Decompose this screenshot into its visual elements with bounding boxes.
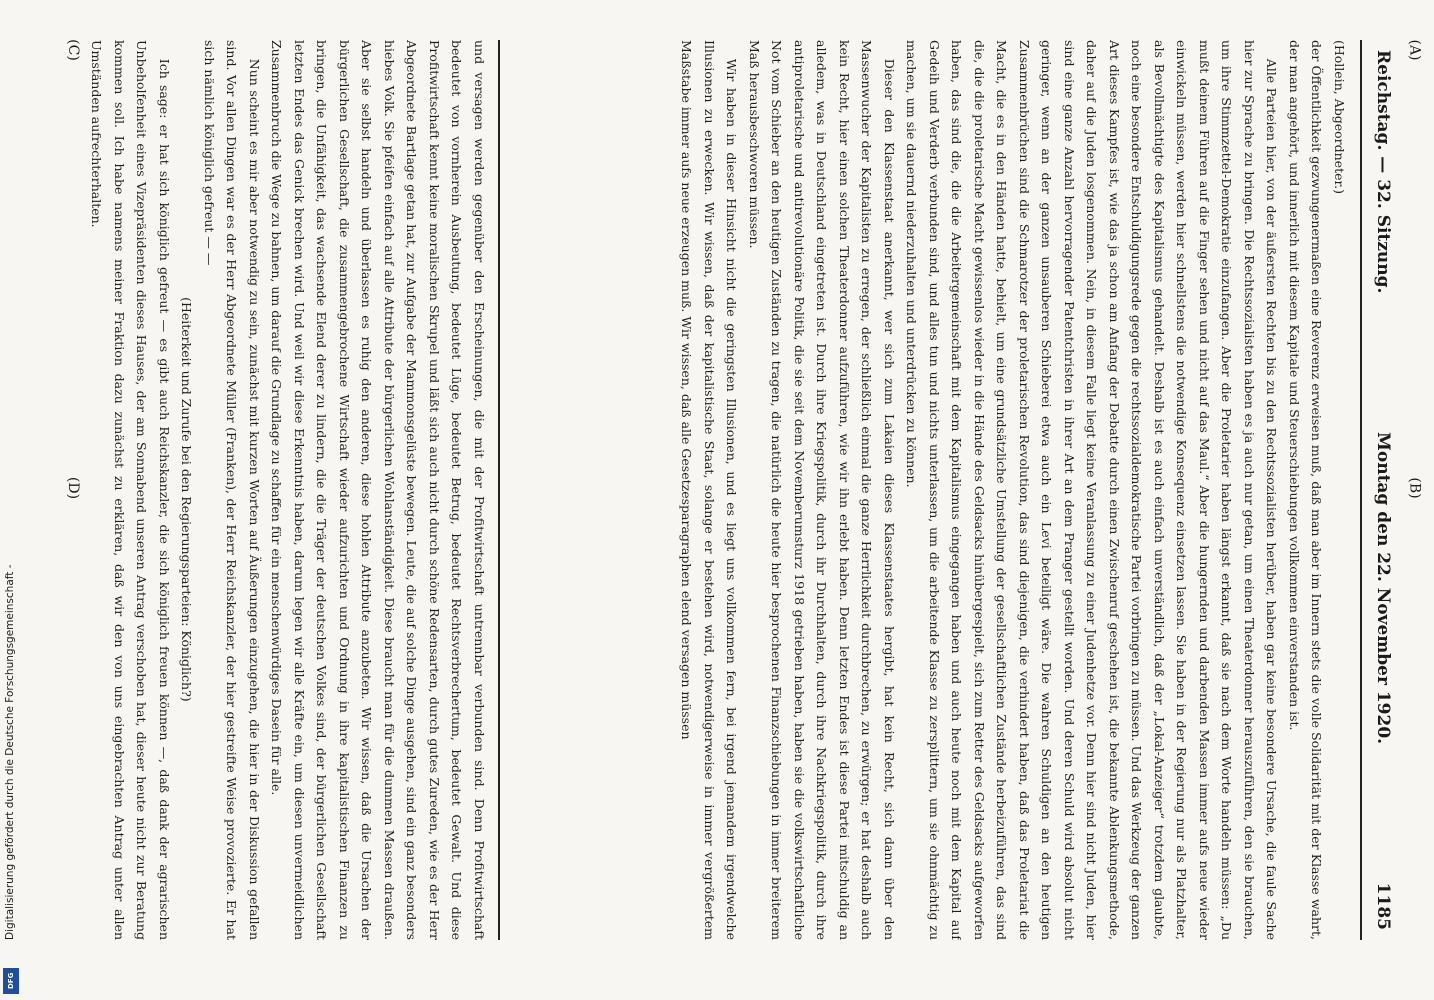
paragraph: Nun scheint es mir aber notwendig zu sein, zunächst mit kurzen Worten auf Äußerungen einzugehen, die hier in der Diskussion gefallen sind. Vor allen Dingen war es der Herr Abgeordnete Müller (Franken), der Herr Reichskanzler, der hier gestreifte Weise provozierte. Er hat sich nämlich königlich gefreut — — [202,40,262,940]
text-column-left [500,40,1360,940]
paragraph: der Öffentlichkeit gezwungenermaßen eine Reverenz erweisen muß, daß man aber im Innern stets die volle Solidarität mit der Klasse wahrt, der man angehört, und innerlich mit diesem Kapitale und Steuerschiebungen vollkommen einverstanden ist. [1287,40,1325,940]
speaker-label: (Hollein, Abgeordneter.) [1332,40,1347,194]
margin-mark-a: (A) [1406,39,1423,61]
paragraph: Wir haben in dieser Hinsicht nicht die geringsten Illusionen, und es liegt uns vollkommen fern, bei irgend jemandem irgendwelche Illusionen zu erwecken. Wir wissen, daß der kapitalistische Staat, solange er bestehen wird, notwendigerweise in immer vergrößertem Maßstabe immer aufs neue erzeugen muß. Wir wissen, daß alle Gesetzesparagraphen elend versagen müssen [679,40,740,940]
margin-mark-d: (D) [65,476,82,500]
dfg-logo-icon [3,968,19,994]
newspaper-page [90,40,1400,940]
margin-mark-b: (B) [1406,477,1423,499]
margin-mark-c: (C) [64,39,81,61]
header-rule [1360,40,1362,940]
text-column-right [90,40,495,940]
dfg-logo-text: DFG [7,972,15,990]
paragraph: Alle Parteien hier, von der äußersten Rechten bis zu den Rechtssozialisten herüber, haben gar keine besondere Ursache, die faule Sache hier zur Sprache zu bringen. Die Rechtssozialisten haben es ja auch nur getan, um einen Theaterdonner herauszuführen, den sie brauchen, um ihre Stimmzettel-Demokratie einzufangen. Aber die Proletarier haben längst erkannt, daß sie nach dem Worte handeln müssen: „Du mußt deinem Führen auf die Finger sehen und nicht auf das Maul.“ Aber die hungernden und darbenden Massen immer aufs neue wieder einwickeln müssen, werden hier schnellstens die notwendige Konsequenz einsetzen lassen. Sie haben in der Regierung nur als Platzhalter, als Bevollmächtigte des Kapitalismus gehandelt. Deshalb ist es auch einfach unverständlich, daß der „Lokal-Anzeiger“ trotzdem glaubte, noch eine besondere Entschuldigungsrede gegen die rechtssozialdemokratische Partei vorbringen zu müssen. Und das Werkzeug der ganzen Art dieses Kampfes ist, wie das ja schon am Anfang der Debatte durch einen Zwischenruf geschehen ist, die bekannte Ablenkungsmethode, daher auf die Juden losgenommen. Nein, in diesem Falle liegt keine Veranlassung zu einer Judenhetze vor. Denn hier sind nicht Juden, hier sind eine ganze Anzahl hervorragender Patentchristen in ihrer Art an dem Pranger gestellt worden. Und deren Schuld wird absolut nicht geringer, wenn an der ganzen unsauberen Schieberei etwa auch ein Levi beteiligt wäre. Die wahren Schuldigen an den heutigen Zusammenbrüchen sind die Schmarotzer der proletarischen Revolution, das sind diejenigen, die verhindert haben, daß das Proletariat die Macht, die es in den Händen hatte, behielt, um eine grundsätzliche Umstellung der gesellschaftlichen Zustände herbeizuführen, das sind die, die die proletarische Macht gewissenlos wieder in die Hände des Geldsacks hinübergespielt, sich zum Retter des Geldsacks aufgeworfen haben, das sind die, die die Arbeitergemeinschaft mit dem Kapitalismus eingegangen haben und auch heute noch mit dem Kapital auf Gedeih und Verderb verbunden sind, und alles tun und nichts unterlassen, um die arbeitende Klasse zu zersplittern, um sie ohnmächtig zu machen, um sie dauernd niederzuhalten und unterdrücken zu können. [904,40,1280,940]
page-header [1366,40,1400,940]
paragraph: und versagen werden gegenüber den Erscheinungen, die mit der Profitwirtschaft untrennbar verbunden sind. Denn Profitwirtschaft bedeutet von vornherein Ausbeutung, bedeutet Lüge, bedeutet Betrug, bedeutet Rechtsverbrechertum, bedeutet Gewalt. Und diese Profitwirtschaft kennt keine moralischen Skrupel und läßt sich auch nicht durch schöne Redensarten, durch gutes Zureden, wie es der Herr Abgeordnete Bartlage getan hat, zur Aufgabe der Mammonsgelüste bewegen. Leute, die auf solche Dinge ausgehen, sind ein ganz besonders hiebes Volk. Sie pfeifen einfach auf alle Attribute der bürgerlichen Wohlanständigkeit. Diese braucht man für die dummen Massen draußen. Aber sie selbst handeln und überlassen es ruhig den anderen, diese hohlen Attribute anzubeten. Wir wissen, daß die Ursachen der bürgerlichen Gesellschaft, die zusammengebrochene Wirtschaft wieder aufzurichten und Ordnung in ihre kapitalistischen Finanzen zu bringen, die Unfähigkeit, das wachsende Elend derer zu lindern, die die Träger der deutschen Volkes sind, der bürgerlichen Gesellschaft letzten Endes das Genick brechen wird. Und weil wir diese Erkenntnis haben, darum legen wir alle Kräfte ein, um diesen unvermeidlichen Zusammenbruch die Wege zu bahnen, um darauf die Grundlage zu schaffen für ein menschenwürdiges Dasein für alle. [269,40,487,940]
paragraph: Dieser den Klassenstaat anerkannt, wer sich zum Lakaien dieses Klassenstaates hergibt, hat kein Recht, sich dann über den Massenwucher der Kapitalisten zu erregen, der schließlich einmal die ganze Herrlichkeit durchbrechen, zu erwürgen; er hat deshalb auch kein Recht, hier einen solchen Theaterdonner aufzuführen, wie wir ihn erlebt haben. Denn letzten Endes ist diese Partei mitschuldig an alledem, was in Deutschland eingetreten ist. Durch ihre Kriegspolitik, durch ihr Durchhalten, durch ihre Nachkriegspolitik, durch ihre antiproletarische und antirevolutionäre Politik, die sie seit dem Novemberumsturz 1918 getrieben haben, haben sie die volkswirtschaftliche Not vom Schieber an den heutigen Zuständen zu tragen, die natürlich die heute hier besprochenen Finanzschiebungen in immer breiterem Maß herausbeschworen müssen. [747,40,897,940]
digitization-credit [0,0,20,1000]
column-divider [498,40,500,940]
page-number: 1185 [1373,882,1393,930]
header-date: Montag den 22. November 1920. [1373,432,1393,745]
credit-text: Digitalisierung gefördert durch die Deutsche Forschungsgemeinschaft - [4,564,16,940]
paragraph: Ich sage: er hat sich königlich gefreut — es gibt auch Reichskanzler, die sich königlich freuen können —, daß dank der agrarischen Unbeholfenheit eines Vizepräsidenten dieses Hauses, der am Sonnabend unseren Antrag verschoben hat, dieser heute nicht zur Beratung kommen soll. Ich habe namens meiner Fraktion dazu zunächst zu erklären, daß wir den von uns eingebrachten Antrag unter allen Umständen aufrechterhalten. [90,40,172,940]
stage-direction: (Heiterkeit und Zurufe bei den Regierungsparteien: Königlich?) [179,297,195,702]
header-title: Reichstag. — 32. Sitzung. [1373,50,1393,294]
